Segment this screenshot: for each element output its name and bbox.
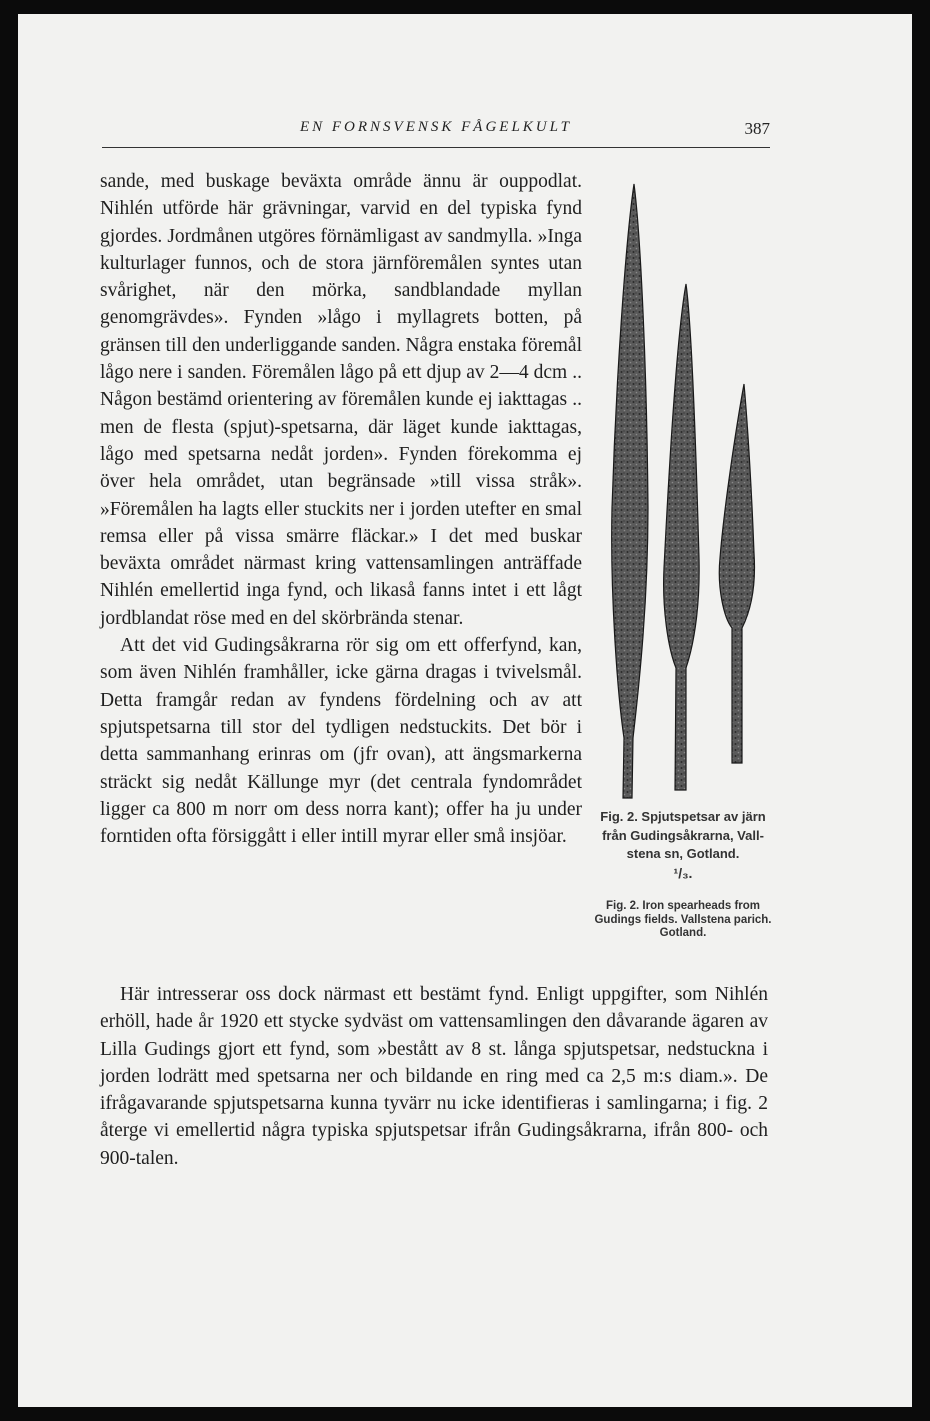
spearheads-figure bbox=[596, 178, 781, 806]
spearhead-right bbox=[719, 384, 754, 763]
page-number: 387 bbox=[744, 119, 770, 138]
spearhead-left bbox=[612, 184, 648, 798]
paragraph-1: sande, med buskage beväxta område ännu är ouppodlat. Nihlén utförde här grävningar, varvid en del typiska fynd gjordes. Jordmånen utgöres förnämligast av sandmylla. »Inga kulturlager funnos, och de stora järnföremålen syntes utan svårighet, när den mörka, sandblandade myllan genomgrävdes». Fynden »lågo i myllagrets botten, på gränsen till den underliggande sanden. Några enstaka föremål lågo nere i sanden. Föremålen lågo på ett djup av 2—4 dcm .. Någon bestämd orientering av föremålen kunde ej iakttagas .. men de flesta (spjut)-spetsarna, där läget kunde iakttagas, lågo med spetsarna nedåt jorden». Fynden förekomma ej över hela området, utan begränsade »till vissa stråk». »Föremålen ha lagts eller stuckits ner i jorden utefter en smal remsa eller på vissa smärre fläckar.» I det med buskar beväxta området närmast kring vattensamlingen anträffade Nihlén emellertid inga fynd, och likaså fanns intet i ett lågt jordblandat röse med en del skörbrända stenar. bbox=[100, 171, 582, 629]
page-header bbox=[102, 119, 770, 148]
body-text-column bbox=[100, 168, 582, 850]
running-title: EN FORNSVENSK FÅGELKULT bbox=[299, 119, 573, 135]
paragraph-2: Att det vid Gudingsåkrarna rör sig om ett offerfynd, kan, som även Nihlén framhåller, icke gärna dragas i tvivelsmål. Detta framgår redan av fyndens fördelning och av att spjutspetsarna till stor del tydligen nedstuckits. Det bör i detta sammanhang erinras om (jfr ovan), att ängsmarkerna sträckt sig nedåt Källunge myr (det centrala fyndområdet ligger ca 800 m norr om dess norra kant); offer ha ju under forntiden ofta försiggått i eller intill myrar eller små insjöar. bbox=[100, 635, 582, 848]
figure-scale: ¹/₃. bbox=[673, 864, 693, 881]
caption-sv-text: Fig. 2. Spjutspetsar av järn från Gudingsåkrarna, Vallstena sn, Gotland. bbox=[600, 809, 766, 861]
spearhead-middle bbox=[664, 284, 700, 790]
figure-caption-swedish bbox=[588, 808, 778, 882]
figure-caption-english: Fig. 2. Iron spearheads from Gudings fields. Vallstena parich. Gotland. bbox=[594, 900, 772, 939]
paragraph-3: Här intresserar oss dock närmast ett bestämt fynd. Enligt uppgifter, som Nihlén erhöll, hade år 1920 ett stycke sydväst om vattensamlingen den dåvarande ägaren av Lilla Gudings gjort ett fynd, som »bestått av 8 st. långa spjutspetsar, nedstuckna i jorden lodrätt med spetsarna ner och bildande en ring med ca 2,5 m:s diam.». De ifrågavarande spjutspetsarna kunna tyvärr nu icke identifieras i samlingarna; i fig. 2 återge vi emellertid några typiska spjutspetsar ifrån Gudingsåkrarna, ifrån 800- och 900-talen. bbox=[100, 984, 768, 1169]
